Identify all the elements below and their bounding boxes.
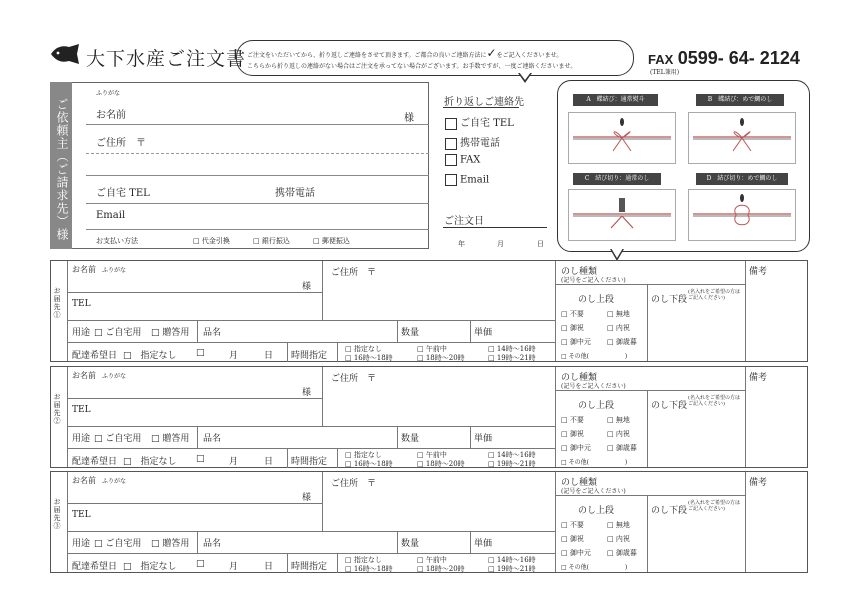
noshi-type-note: (記号をご記入ください) — [561, 488, 626, 495]
notice-line-1: ご注文をいただいてから、折り返しご連絡をさせて頂きます。ご都合の良いご連絡方法に — [247, 52, 487, 59]
page-title: 大下水産ご注文書 — [86, 48, 247, 70]
noshi-sample-c — [568, 189, 676, 241]
noshi-option-other[interactable]: □ その他( ) — [561, 459, 628, 466]
fax-number: 0599- 64- 2124 — [677, 48, 800, 68]
delivery-qty-label: 数量 — [401, 539, 420, 549]
date-checkbox[interactable]: □ — [196, 559, 205, 569]
delivery-section-label: お届先① — [53, 287, 61, 319]
delivery-qty-label: 数量 — [401, 328, 420, 338]
notice-line-1b: をご記入くださいませ。 — [496, 52, 563, 59]
notice-line-2: こちらから折り返しの連絡がない場合はご注文を承ってない場合がございます。お手数ですが、一度ご連絡くださいませ。 — [247, 63, 577, 70]
client-email: Email — [96, 210, 126, 221]
noshi-upper-label: のし上段 — [578, 401, 615, 411]
delivery-time-label: 時間指定 — [291, 351, 328, 361]
date-checkbox[interactable]: □ — [196, 348, 205, 358]
delivery-sama: 様 — [302, 493, 312, 503]
delivery-price-label: 単価 — [474, 539, 493, 549]
noshi-type-label: のし種類 — [561, 267, 598, 277]
noshi-option-oseibo[interactable]: □ 御歳暮 — [607, 338, 637, 346]
payment-option-cod[interactable]: □ 代金引換 — [193, 237, 230, 245]
delivery-price-label: 単価 — [474, 328, 493, 338]
noshi-sample-c-label: C 結び切り：通常のし — [573, 173, 661, 185]
delivery-date-label: 配達希望日 — [72, 457, 118, 467]
noshi-option-other[interactable]: □ その他( ) — [561, 353, 628, 360]
delivery-date-label: 配達希望日 — [72, 351, 118, 361]
noshi-sample-b-label: B 蝶結び：めで鯛のし — [696, 94, 784, 106]
client-furigana: ふりがな — [96, 90, 121, 97]
noshi-option-plain[interactable]: □ 無地 — [607, 310, 630, 318]
delivery-tel-label: TEL — [72, 510, 91, 520]
noshi-type-label: のし種類 — [561, 478, 598, 488]
delivery-section-label: お届先② — [53, 393, 61, 425]
noshi-option-uchiiwai[interactable]: □ 内祝 — [607, 324, 630, 332]
noshi-type-note: (記号をご記入ください) — [561, 383, 626, 390]
client-name-label: お名前 — [96, 110, 126, 121]
noshi-type-label: のし種類 — [561, 373, 598, 383]
usage-option-home[interactable]: □ ご自宅用 — [94, 328, 142, 338]
order-day: 日 — [537, 240, 544, 248]
checkbox[interactable] — [445, 138, 457, 150]
fish-logo-icon — [50, 43, 80, 65]
delivery-usage-label: 用途 — [72, 328, 91, 338]
date-option-none[interactable]: □ 指定なし — [123, 351, 177, 361]
time-option-none[interactable]: □ 指定なし — [345, 451, 382, 459]
time-option-19-21[interactable]: □ 19時～21時 — [488, 460, 536, 468]
noshi-lower-label: のし下段 — [651, 506, 688, 516]
noshi-option-none[interactable]: □ 不要 — [561, 310, 584, 318]
date-day: 日 — [264, 457, 274, 467]
order-date-label: ご注文日 — [444, 216, 484, 227]
date-option-none[interactable]: □ 指定なし — [123, 562, 177, 572]
noshi-option-ochugen[interactable]: □ 御中元 — [561, 549, 591, 557]
usage-option-gift[interactable]: □ 贈答用 — [151, 328, 190, 338]
delivery-section — [50, 260, 808, 362]
noshi-lower-note: (名入れをご希望の方はご記入ください) — [688, 395, 740, 407]
delivery-time-label: 時間指定 — [291, 457, 328, 467]
delivery-name-label: お名前 ふりがな — [72, 476, 127, 485]
noshi-sample-a-label: A 蝶結び：通常熨斗 — [573, 94, 658, 106]
noshi-option-oiwai[interactable]: □ 御祝 — [561, 324, 584, 332]
remarks-label: 備考 — [749, 478, 768, 488]
noshi-option-uchiiwai[interactable]: □ 内祝 — [607, 535, 630, 543]
client-home-tel: ご自宅 TEL — [96, 188, 150, 199]
checkmark-icon: ✓ — [486, 46, 497, 60]
date-month: 月 — [229, 351, 239, 361]
noshi-option-oseibo[interactable]: □ 御歳暮 — [607, 549, 637, 557]
delivery-date-label: 配達希望日 — [72, 562, 118, 572]
usage-option-home[interactable]: □ ご自宅用 — [94, 434, 142, 444]
date-month: 月 — [229, 562, 239, 572]
date-day: 日 — [264, 351, 274, 361]
date-checkbox[interactable]: □ — [196, 454, 205, 464]
noshi-lower-label: のし下段 — [651, 295, 688, 305]
delivery-tel-label: TEL — [72, 299, 91, 309]
fax-label: FAX — [648, 52, 674, 67]
contact-option-email[interactable]: Email — [445, 174, 489, 186]
noshi-option-none[interactable]: □ 不要 — [561, 416, 584, 424]
delivery-section — [50, 366, 808, 468]
time-option-morning[interactable]: □ 午前中 — [417, 556, 447, 564]
payment-label: お支払い方法 — [96, 237, 138, 245]
usage-option-home[interactable]: □ ご自宅用 — [94, 539, 142, 549]
time-option-16-18[interactable]: □ 16時～18時 — [345, 460, 393, 468]
client-address-label: ご住所 〒 — [96, 138, 146, 149]
notice-bubble — [236, 40, 634, 76]
noshi-option-none[interactable]: □ 不要 — [561, 521, 584, 529]
noshi-sample-b — [688, 112, 796, 164]
noshi-option-other[interactable]: □ その他( ) — [561, 564, 628, 571]
time-option-14-16[interactable]: □ 14時～16時 — [488, 556, 536, 564]
time-option-19-21[interactable]: □ 19時～21時 — [488, 354, 536, 362]
remarks-label: 備考 — [749, 373, 768, 383]
noshi-option-ochugen[interactable]: □ 御中元 — [561, 338, 591, 346]
time-option-none[interactable]: □ 指定なし — [345, 556, 382, 564]
noshi-option-oiwai[interactable]: □ 御祝 — [561, 430, 584, 438]
date-month: 月 — [229, 457, 239, 467]
time-option-14-16[interactable]: □ 14時～16時 — [488, 345, 536, 353]
noshi-sample-d — [688, 189, 796, 241]
delivery-usage-label: 用途 — [72, 539, 91, 549]
delivery-address-label: ご住所 〒 — [331, 374, 377, 384]
order-year: 年 — [458, 240, 465, 248]
noshi-lower-note: (名入れをご希望の方はご記入ください) — [688, 500, 740, 512]
noshi-upper-label: のし上段 — [578, 506, 615, 516]
checkbox[interactable] — [445, 174, 457, 186]
delivery-time-label: 時間指定 — [291, 562, 328, 572]
noshi-option-plain[interactable]: □ 無地 — [607, 416, 630, 424]
delivery-item-label: 品名 — [203, 434, 222, 444]
time-option-16-18[interactable]: □ 16時～18時 — [345, 354, 393, 362]
noshi-upper-label: のし上段 — [578, 295, 615, 305]
delivery-name-label: お名前 ふりがな — [72, 265, 127, 274]
contact-option-mobile[interactable]: 携帯電話 — [445, 134, 500, 150]
noshi-lower-label: のし下段 — [651, 401, 688, 411]
noshi-option-oiwai[interactable]: □ 御祝 — [561, 535, 584, 543]
time-option-18-20[interactable]: □ 18時～20時 — [417, 354, 465, 362]
noshi-sample-a — [568, 112, 676, 164]
delivery-sama: 様 — [302, 388, 312, 398]
payment-option-bank[interactable]: □ 銀行振込 — [253, 237, 290, 245]
delivery-item-label: 品名 — [203, 328, 222, 338]
fax-note: (TEL兼用) — [650, 69, 680, 76]
contact-option-home-tel[interactable]: ご自宅 TEL — [445, 114, 514, 130]
noshi-lower-note: (名入れをご希望の方はご記入ください) — [688, 289, 740, 301]
delivery-item-label: 品名 — [203, 539, 222, 549]
delivery-section — [50, 471, 808, 573]
usage-option-gift[interactable]: □ 贈答用 — [151, 434, 190, 444]
time-option-19-21[interactable]: □ 19時～21時 — [488, 565, 536, 573]
contact-option-fax[interactable]: FAX — [445, 154, 480, 166]
time-option-14-16[interactable]: □ 14時～16時 — [488, 451, 536, 459]
delivery-usage-label: 用途 — [72, 434, 91, 444]
delivery-name-label: お名前 ふりがな — [72, 371, 127, 380]
date-day: 日 — [264, 562, 274, 572]
time-option-morning[interactable]: □ 午前中 — [417, 451, 447, 459]
delivery-address-label: ご住所 〒 — [331, 268, 377, 278]
checkbox[interactable] — [445, 118, 457, 130]
client-sama: 様 — [404, 113, 414, 124]
delivery-section-label: お届先③ — [53, 498, 61, 530]
noshi-option-ochugen[interactable]: □ 御中元 — [561, 444, 591, 452]
delivery-sama: 様 — [302, 282, 312, 292]
delivery-address-label: ご住所 〒 — [331, 479, 377, 489]
client-mobile: 携帯電話 — [275, 188, 315, 199]
delivery-tel-label: TEL — [72, 405, 91, 415]
date-option-none[interactable]: □ 指定なし — [123, 457, 177, 467]
time-option-18-20[interactable]: □ 18時～20時 — [417, 565, 465, 573]
delivery-price-label: 単価 — [474, 434, 493, 444]
time-option-18-20[interactable]: □ 18時～20時 — [417, 460, 465, 468]
time-option-16-18[interactable]: □ 16時～18時 — [345, 565, 393, 573]
usage-option-gift[interactable]: □ 贈答用 — [151, 539, 190, 549]
contact-title: 折り返しご連絡先 — [444, 97, 524, 108]
payment-option-postal[interactable]: □ 郵便振込 — [313, 237, 350, 245]
client-side-label: ご依頼主（ご請求先）様 — [55, 98, 69, 241]
noshi-type-note: (記号をご記入ください) — [561, 277, 626, 284]
order-month: 月 — [497, 240, 504, 248]
time-option-none[interactable]: □ 指定なし — [345, 345, 382, 353]
noshi-option-oseibo[interactable]: □ 御歳暮 — [607, 444, 637, 452]
time-option-morning[interactable]: □ 午前中 — [417, 345, 447, 353]
remarks-label: 備考 — [749, 267, 768, 277]
checkbox[interactable] — [445, 154, 457, 166]
delivery-qty-label: 数量 — [401, 434, 420, 444]
noshi-sample-d-label: D 結び切り：めで鯛のし — [696, 173, 788, 185]
noshi-option-plain[interactable]: □ 無地 — [607, 521, 630, 529]
noshi-option-uchiiwai[interactable]: □ 内祝 — [607, 430, 630, 438]
